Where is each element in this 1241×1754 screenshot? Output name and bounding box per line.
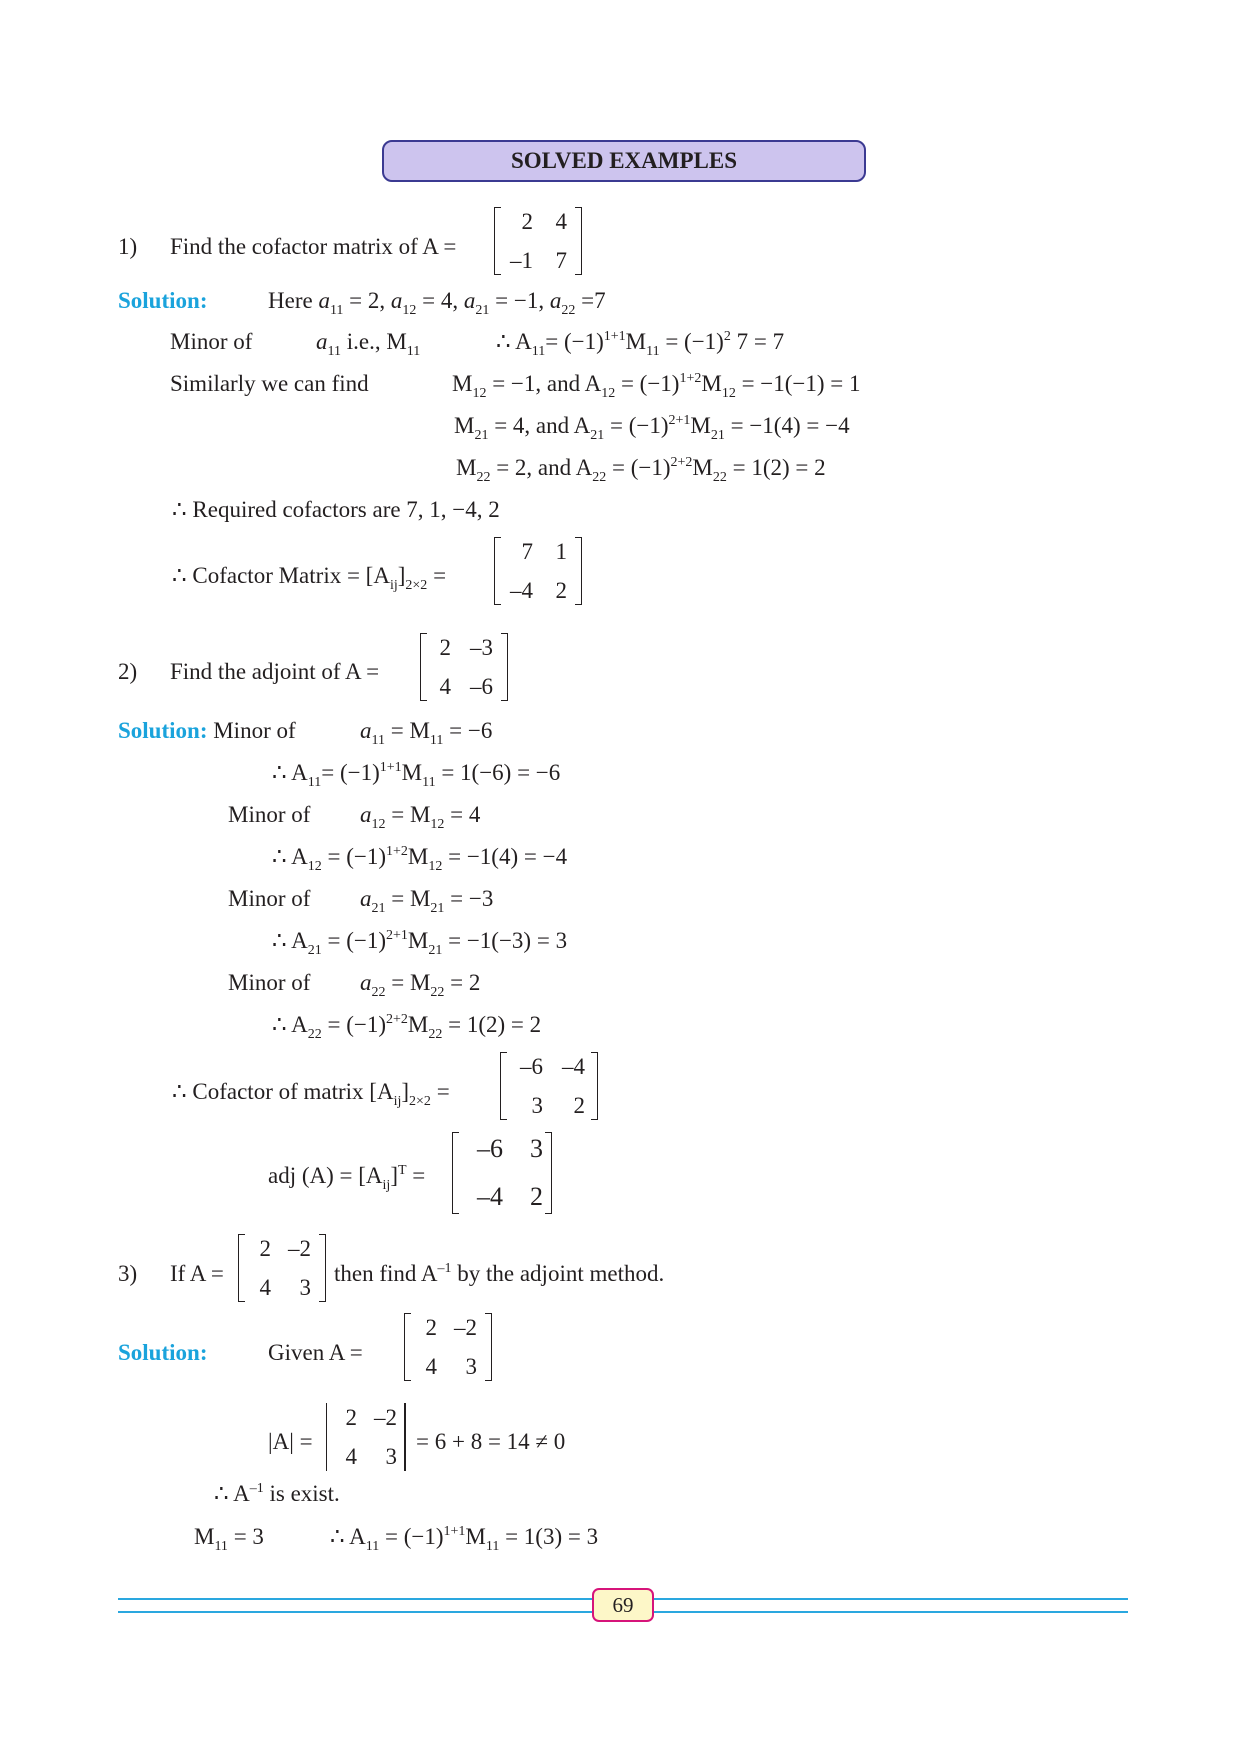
ex1-a21: $M_{21} = 4$, and $A_{21} = (-1)^{2+1}M_{21} = -1(4) = -4$	[454, 413, 850, 443]
ex2-minor-22-label: Minor of	[228, 970, 311, 995]
section-title: SOLVED EXAMPLES	[382, 140, 866, 182]
ex2-m11: $a_{11} = M_{11} = -6$	[360, 718, 493, 748]
example-1-question: Find the cofactor matrix of A =	[170, 234, 457, 259]
exists-text: is exist.	[263, 1481, 340, 1506]
matrix-cell: –2	[288, 1236, 311, 1261]
matrix-cell: –4	[510, 578, 533, 603]
matrix-cell: 7	[521, 539, 533, 564]
matrix-cell: 2	[573, 1093, 585, 1118]
matrix-cell: 1	[555, 539, 567, 564]
ex2-a12: ∴ $A_{12} = (-1)^{1+2}M_{12} = -1(4) = -4$	[272, 844, 568, 874]
matrix-cell: –4	[562, 1054, 585, 1079]
ex3-given: Given A =	[268, 1340, 363, 1365]
example-2-question: Find the adjoint of A =	[170, 659, 380, 684]
ex1-a11: ∴ $A_{11}= (-1)^{1+1}M_{11} = (-1)^2$ 7 = 7	[496, 329, 785, 359]
matrix-cell: –3	[470, 635, 493, 660]
ex3-a11: ∴ $A_{11} = (-1)^{1+1}M_{11} = 1(3) = 3$	[330, 1524, 599, 1554]
matrix-cell: –6	[520, 1054, 543, 1079]
matrix-cell: 3	[465, 1354, 477, 1379]
example-2-matrix	[420, 633, 508, 701]
matrix-cell: –2	[454, 1315, 477, 1340]
ex2-cofactor-label: ∴ Cofactor of matrix $[A_{ij}]_{2\times 2}$ =	[172, 1079, 450, 1109]
ex2-minor-12-label: Minor of	[228, 802, 311, 827]
matrix-cell: 3	[530, 1134, 543, 1163]
example-2-adjoint-matrix	[452, 1132, 552, 1214]
example-3-determinant	[326, 1403, 406, 1471]
ex2-a11: ∴ $A_{11}= (-1)^{1+1}M_{11} = 1(-6) = -6$	[272, 760, 561, 790]
ex1-similarly: Similarly we can find	[170, 371, 369, 396]
matrix-cell: –6	[470, 674, 493, 699]
matrix-cell: 2	[555, 578, 567, 603]
matrix-cell: 3	[385, 1444, 397, 1469]
adj-text: adj (A) = [A	[268, 1163, 383, 1188]
ex2-adj-label: adj $(A) = [A_{ij}]^T$ =	[268, 1163, 426, 1193]
matrix-cell: 7	[555, 248, 567, 273]
ex3-det-label: |A| =	[268, 1429, 313, 1454]
required-text: Required cofactors are 7, 1, −4, 2	[192, 497, 500, 522]
example-3-given-matrix	[404, 1313, 492, 1381]
ex2-a21: ∴ $A_{21} = (-1)^{2+1}M_{21} = -1(-3) = 3$	[272, 928, 568, 958]
matrix-cell: 4	[259, 1275, 271, 1300]
ex1-minor-label: Minor of	[170, 329, 253, 354]
matrix-cell: 2	[425, 1315, 437, 1340]
ex1-a12: $M_{12} = -1$, and $A_{12} = (-1)^{1+2}M_{12} = -1(-1) = 1$	[452, 371, 861, 401]
here-label: Here	[268, 288, 313, 313]
matrix-cell: 3	[531, 1093, 543, 1118]
solution-label-3: Solution:	[118, 1340, 208, 1365]
matrix-cell: –1	[510, 248, 533, 273]
matrix-cell: 2	[521, 209, 533, 234]
matrix-cell: –4	[477, 1182, 503, 1211]
matrix-cell: 4	[425, 1354, 437, 1379]
matrix-cell: 2	[439, 635, 451, 660]
example-3-matrix	[238, 1234, 326, 1302]
question-post-text: then find A	[334, 1261, 438, 1286]
solution-label-1: Solution:	[118, 288, 208, 313]
ex2-m21: $a_{21} = M_{21} = -3$	[360, 886, 494, 916]
matrix-cell: 4	[439, 674, 451, 699]
ex2-a22: ∴ $A_{22} = (-1)^{2+2}M_{22} = 1(2) = 2$	[272, 1012, 542, 1042]
ex3-exists: ∴ $A^{-1}$ is exist.	[214, 1481, 340, 1506]
matrix-cell: 2	[530, 1182, 543, 1211]
example-1-cofactor-matrix	[494, 537, 582, 605]
cofactor-text: Cofactor of matrix [A	[192, 1079, 394, 1104]
matrix-cell: 2	[259, 1236, 271, 1261]
ex3-det-result: = 6 + 8 = 14 ≠ 0	[416, 1429, 566, 1454]
ex2-minor-21-label: Minor of	[228, 886, 311, 911]
ex1-given-values: Here $a_{11} = 2$, $a_{12} = 4$, $a_{21} = -1$, $a_{22} =7$	[268, 288, 606, 318]
question-end-text: by the adjoint method.	[451, 1261, 665, 1286]
example-3-question-post: then find $A^{-1}$ by the adjoint method.	[334, 1261, 665, 1286]
matrix-cell: –2	[374, 1405, 397, 1430]
example-1-number: 1)	[118, 234, 138, 259]
ex1-a22: $M_{22} = 2$, and $A_{22} = (-1)^{2+2}M_{22} = 1(2) = 2$	[456, 455, 826, 485]
ex2-m22: $a_{22} = M_{22} = 2$	[360, 970, 481, 1000]
ex3-m11: $M_{11} = 3$	[194, 1524, 264, 1554]
matrix-cell: 4	[555, 209, 567, 234]
matrix-cell: 2	[345, 1405, 357, 1430]
example-2-cofactor-matrix	[500, 1052, 598, 1120]
example-3-number: 3)	[118, 1261, 138, 1286]
solution-label-2: Solution:	[118, 718, 208, 743]
ex2-m12: $a_{12} = M_{12} = 4$	[360, 802, 481, 832]
matrix-cell: 4	[345, 1444, 357, 1469]
page-number: 69	[592, 1588, 654, 1622]
cofactor-text: Cofactor Matrix = [A	[192, 563, 390, 588]
ex1-required: ∴ Required cofactors are 7, 1, −4, 2	[172, 497, 500, 522]
example-3-question-pre: If A =	[170, 1261, 224, 1286]
example-2-number: 2)	[118, 659, 138, 684]
matrix-cell: 3	[299, 1275, 311, 1300]
ex2-solution-line	[118, 719, 296, 742]
ex1-cofactor-label: ∴ Cofactor Matrix = $[A_{ij}]_{2\times 2}$ =	[172, 563, 447, 593]
example-1-matrix	[494, 207, 582, 275]
ex1-minor-m11: $a_{11}$ i.e., $M_{11}$	[316, 329, 421, 359]
minor-label: Minor of	[213, 718, 296, 743]
matrix-cell: –6	[477, 1134, 503, 1163]
